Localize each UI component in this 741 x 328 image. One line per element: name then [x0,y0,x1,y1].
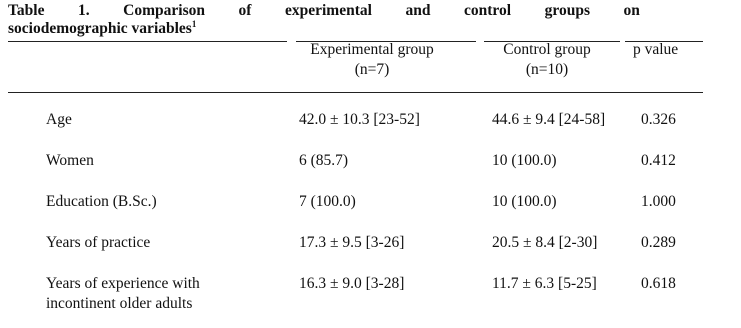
table-row [0,110,741,132]
table-row [0,233,741,255]
experimental-value: 16.3 ± 9.0 [3-28] [299,275,405,292]
header-experimental-label: Experimental group [310,41,434,58]
caption-word: groups [544,2,590,19]
caption-word: of [238,2,252,19]
header-experimental-group [296,40,448,80]
caption-line-1 [8,2,640,20]
caption-text: sociodemographic variables [8,20,192,37]
row-label: Women [46,152,94,169]
control-value: 20.5 ± 8.4 [2-30] [492,234,598,251]
experimental-value: 7 (100.0) [299,193,356,210]
row-label: Age [46,111,72,128]
p-value: 0.289 [641,234,676,251]
caption-word: on [623,2,640,19]
caption-word: Comparison [123,2,205,19]
caption-word: Table [8,2,45,19]
header-control-group [484,40,610,80]
control-value: 10 (100.0) [492,193,557,210]
header-control-label: Control group [503,41,591,58]
row-label: Education (B.Sc.) [46,193,157,210]
p-value: 1.000 [641,193,676,210]
caption-footnote-mark: 1 [191,18,197,29]
p-value: 0.412 [641,152,676,169]
table-row [0,274,741,318]
row-label: Years of experience with [46,275,200,292]
p-value: 0.326 [641,111,676,128]
caption-word: control [464,2,512,19]
header-p-label: p value [633,41,679,58]
p-value: 0.618 [641,275,676,292]
header-p-value [633,40,703,60]
caption-word: 1. [78,2,90,19]
header-experimental-n: (n=7) [354,61,390,78]
header-bottom-rule [8,92,703,93]
table-row [0,192,741,214]
experimental-value: 17.3 ± 9.5 [3-26] [299,234,405,251]
control-value: 44.6 ± 9.4 [24-58] [492,111,606,128]
table-row [0,151,741,173]
caption-line-2 [8,20,640,38]
caption-word: and [405,2,431,19]
control-value: 11.7 ± 6.3 [5-25] [492,275,597,292]
header-control-n: (n=10) [525,61,569,78]
caption-word: experimental [284,2,372,19]
experimental-value: 6 (85.7) [299,152,349,169]
table-caption [8,2,640,38]
header-top-rule [8,41,287,42]
experimental-value: 42.0 ± 10.3 [23-52] [299,111,420,128]
control-value: 10 (100.0) [492,152,557,169]
row-label: Years of practice [46,234,151,251]
row-label-continued: incontinent older adults [46,295,193,312]
